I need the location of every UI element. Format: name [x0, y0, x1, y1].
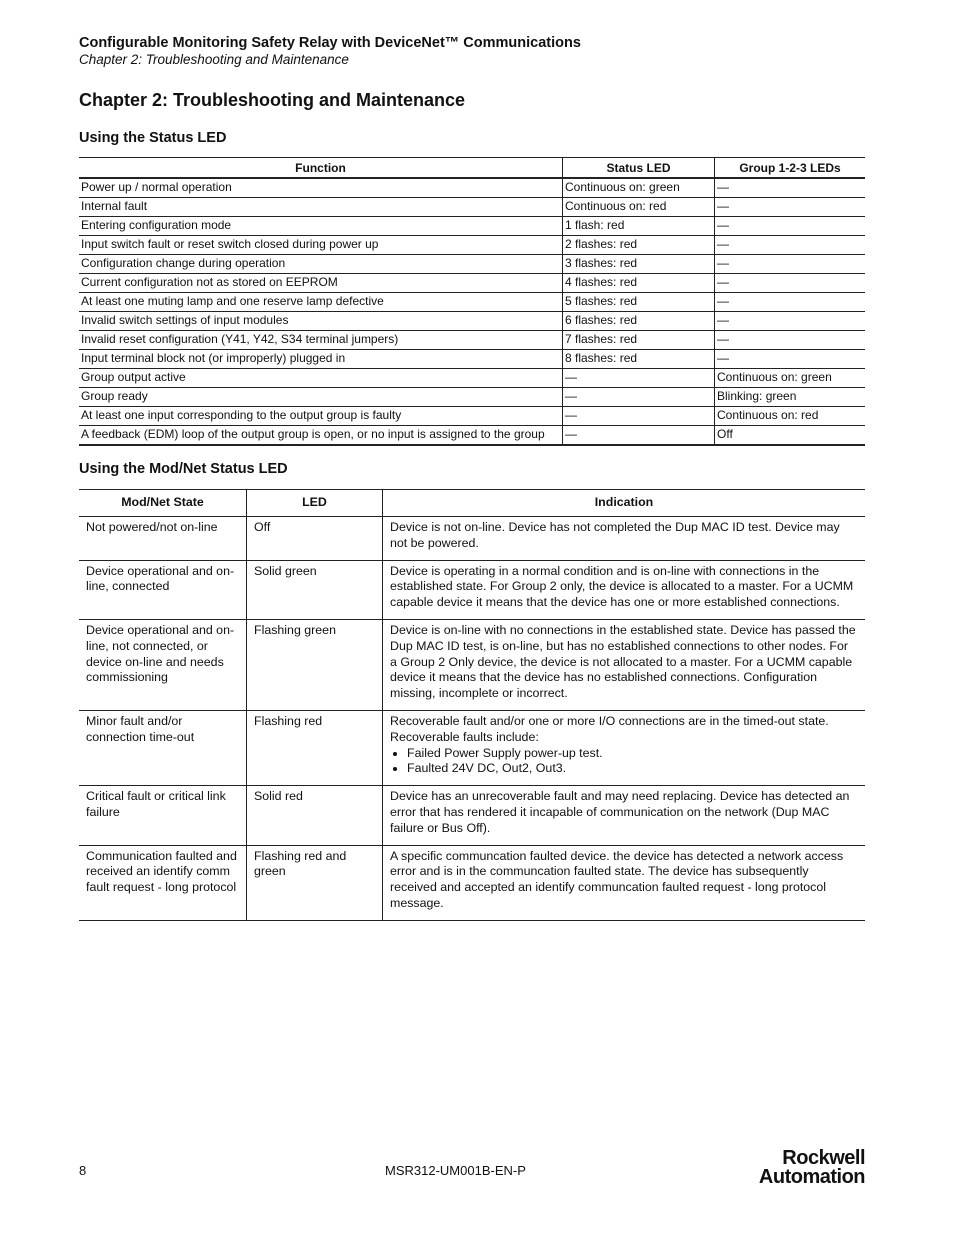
indication-text: Device is on-line with no connections in the established state. Device has passed the Dup MAC ID test, is on-line, but has no established connections to other nodes. For a Group 2 Only device, the device is not allocated to a master. For a UCMM capable device it means that the device has no established connections. Configuration missing, incomplete or incorrect. [390, 622, 856, 701]
cell-status-led: — [563, 369, 715, 388]
cell-modnet-state: Device operational and on-line, not connected, or device on-line and needs commissioning [79, 619, 247, 710]
cell-led: Solid red [247, 786, 383, 845]
cell-status-led: 6 flashes: red [563, 312, 715, 331]
cell-group-leds: Continuous on: green [715, 369, 866, 388]
cell-modnet-state: Minor fault and/or connection time-out [79, 710, 247, 785]
cell-status-led: 8 flashes: red [563, 350, 715, 369]
cell-led: Flashing green [247, 619, 383, 710]
cell-function: Current configuration not as stored on EEPROM [79, 274, 563, 293]
column-header-group-leds: Group 1-2-3 LEDs [715, 158, 866, 179]
table-header-row [79, 158, 865, 179]
cell-function: At least one muting lamp and one reserve lamp defective [79, 293, 563, 312]
cell-function: Power up / normal operation [79, 178, 563, 198]
table-row [79, 293, 865, 312]
table-header-row [79, 490, 865, 517]
cell-group-leds: — [715, 198, 866, 217]
cell-indication [383, 710, 866, 785]
cell-indication [383, 619, 866, 710]
table-row [79, 517, 865, 561]
cell-function: Configuration change during operation [79, 255, 563, 274]
table-row [79, 786, 865, 845]
indication-text: Device has an unrecoverable fault and may need replacing. Device has detected an error that has rendered it incapable of communication on the network (Dup MAC failure or Bus Off). [390, 789, 850, 835]
status-led-table [79, 157, 865, 446]
table-row [79, 236, 865, 255]
cell-function: Input terminal block not (or improperly) plugged in [79, 350, 563, 369]
cell-group-leds: — [715, 312, 866, 331]
cell-status-led: 7 flashes: red [563, 331, 715, 350]
cell-indication [383, 560, 866, 619]
cell-group-leds: — [715, 350, 866, 369]
cell-status-led: 1 flash: red [563, 217, 715, 236]
cell-function: Group ready [79, 388, 563, 407]
logo-line-2: Automation [758, 1166, 865, 1188]
indication-text: Device is operating in a normal condition and is on-line with connections in the established state. For Group 2 only, the device is allocated to a master. For a UCMM capable device it means that the device has one or more established connections. [390, 563, 854, 610]
cell-function: A feedback (EDM) loop of the output group is open, or no input is assigned to the group [79, 426, 563, 446]
cell-group-leds: — [715, 217, 866, 236]
cell-function: Invalid switch settings of input modules [79, 312, 563, 331]
cell-led: Flashing red [247, 710, 383, 785]
cell-status-led: — [563, 407, 715, 426]
cell-modnet-state: Not powered/not on-line [79, 517, 247, 561]
indication-text: Recoverable fault and/or one or more I/O connections are in the timed-out state. Recoverable faults include: [390, 713, 829, 744]
cell-group-leds: — [715, 236, 866, 255]
column-header-led: LED [247, 490, 383, 517]
cell-led: Off [247, 517, 383, 561]
cell-status-led: Continuous on: green [563, 178, 715, 198]
table-row [79, 350, 865, 369]
cell-group-leds: Blinking: green [715, 388, 866, 407]
cell-status-led: — [563, 388, 715, 407]
table-row [79, 312, 865, 331]
cell-led: Flashing red and green [247, 845, 383, 920]
running-header-title: Configurable Monitoring Safety Relay with DeviceNet™ Communications [79, 35, 581, 51]
cell-status-led: 2 flashes: red [563, 236, 715, 255]
table-row [79, 178, 865, 198]
cell-modnet-state: Communication faulted and received an identify comm fault request - long protocol [79, 845, 247, 920]
cell-group-leds: — [715, 274, 866, 293]
cell-function: At least one input corresponding to the output group is faulty [79, 407, 563, 426]
indication-bullet-item: • Failed Power Supply power-up test. [407, 746, 858, 762]
rockwell-automation-logo [724, 1149, 865, 1187]
cell-status-led: Continuous on: red [563, 198, 715, 217]
table-row [79, 274, 865, 293]
cell-indication [383, 845, 866, 920]
table-row [79, 407, 865, 426]
column-header-status-led: Status LED [563, 158, 715, 179]
cell-function: Invalid reset configuration (Y41, Y42, S34 terminal jumpers) [79, 331, 563, 350]
table-row [79, 845, 865, 920]
running-header-subtitle: Chapter 2: Troubleshooting and Maintenance [79, 52, 349, 67]
cell-group-leds: — [715, 255, 866, 274]
chapter-title: Chapter 2: Troubleshooting and Maintenance [79, 90, 466, 110]
table-row [79, 426, 865, 446]
cell-status-led: — [563, 426, 715, 446]
cell-modnet-state: Critical fault or critical link failure [79, 786, 247, 845]
table-row [79, 369, 865, 388]
cell-status-led: 5 flashes: red [563, 293, 715, 312]
table-row [79, 198, 865, 217]
cell-status-led: 3 flashes: red [563, 255, 715, 274]
table-row [79, 619, 865, 710]
cell-status-led: 4 flashes: red [563, 274, 715, 293]
indication-bullet-item: • Faulted 24V DC, Out2, Out3. [407, 761, 858, 777]
page-number: 8 [79, 1163, 87, 1178]
cell-function: Input switch fault or reset switch closed during power up [79, 236, 563, 255]
column-header-indication: Indication [383, 490, 866, 517]
indication-text: A specific communcation faulted device. the device has detected a network access error and is in the communcation faulted state. The device has subsequently received and accepted an identify communcation faulted request - long protocol message. [390, 848, 844, 910]
cell-group-leds: Off [715, 426, 866, 446]
cell-group-leds: — [715, 331, 866, 350]
cell-function: Entering configuration mode [79, 217, 563, 236]
cell-indication [383, 517, 866, 561]
table-row [79, 255, 865, 274]
column-header-function: Function [79, 158, 563, 179]
logo-line-1: Rockwell [782, 1147, 865, 1169]
indication-bullet-list [390, 746, 858, 778]
table-row [79, 710, 865, 785]
modnet-led-table [79, 489, 865, 921]
cell-group-leds: Continuous on: red [715, 407, 866, 426]
indication-text: Device is not on-line. Device has not completed the Dup MAC ID test. Device may not be powered. [390, 520, 840, 550]
table-row [79, 217, 865, 236]
table-row [79, 388, 865, 407]
cell-function: Group output active [79, 369, 563, 388]
column-header-modnet-state: Mod/Net State [79, 490, 247, 517]
section-heading-modnet-led: Using the Mod/Net Status LED [79, 461, 288, 477]
table-row [79, 560, 865, 619]
cell-indication [383, 786, 866, 845]
cell-group-leds: — [715, 293, 866, 312]
cell-modnet-state: Device operational and on-line, connected [79, 560, 247, 619]
document-id: MSR312-UM001B-EN-P [385, 1163, 526, 1178]
cell-group-leds: — [715, 178, 866, 198]
cell-led: Solid green [247, 560, 383, 619]
cell-function: Internal fault [79, 198, 563, 217]
section-heading-status-led: Using the Status LED [79, 130, 227, 146]
table-row [79, 331, 865, 350]
